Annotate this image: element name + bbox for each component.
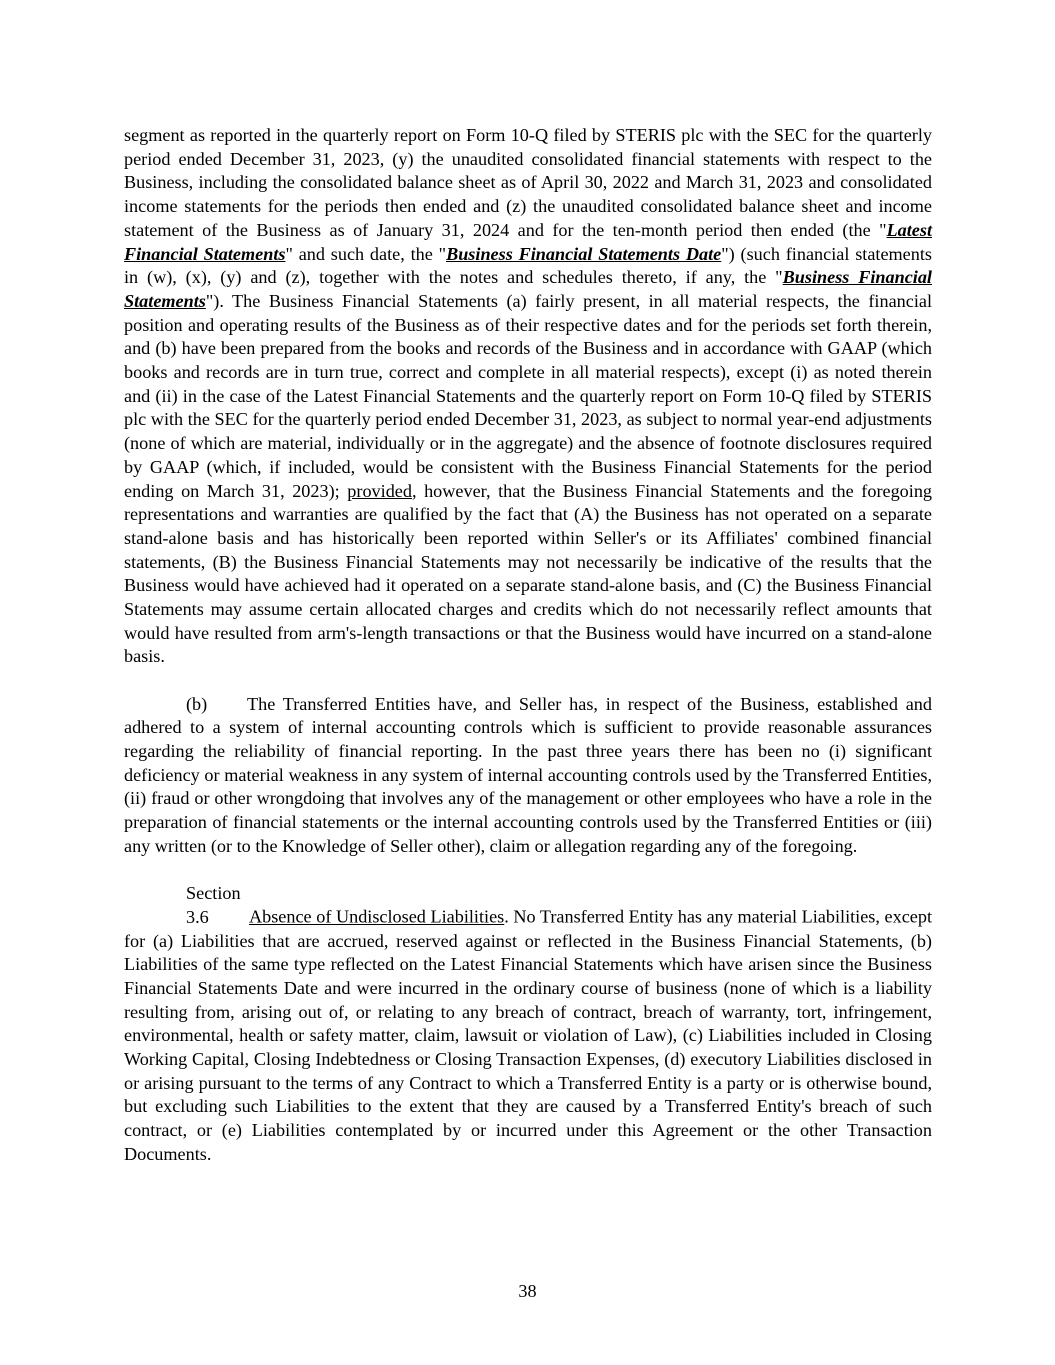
defined-term-business-financial-statements: Business Financial Statements <box>124 267 932 311</box>
paragraph-text: " and such date, the " <box>285 243 447 264</box>
paragraph-internal-controls <box>124 693 932 859</box>
defined-term-latest-financial-statements: Latest Financial Statements <box>124 219 932 264</box>
page-number: 38 <box>518 1281 537 1301</box>
clause-label: (b) <box>186 693 208 714</box>
paragraph-text: No Transferred Entity has any material Liabilities, except for (a) Liabilities that are accrued, reserved against or reflected in the Business Financial Statements, (b) Liabilities of the same type reflected on the Latest Financial Statements which have arisen since the Business Financial Statements Date and were incurred in the ordinary course of business (none of which is a liability resulting from, arising out of, or relating to any breach of contract, breach of warranty, tort, infringement, environmental, health or safety matter, claim, lawsuit or violation of Law), (c) Liabilities included in Closing Working Capital, Closing Indebtedness or Closing Transaction Expenses, (d) executory Liabilities disclosed in or arising pursuant to the terms of any Contract to which a Transferred Entity is a party or is otherwise bound, but excluding such Liabilities to the extent that they are caused by a Transferred Entity's breach of such contract, or (e) Liabilities contemplated by or incurred under this Agreement or the other Transaction Documents. <box>124 906 932 1164</box>
paragraph-text: "). The Business Financial Statements (a) fairly present, in all material respects, the financial position and operating results of the Business as of their respective dates and for the periods set forth therein, and (b) have been prepared from the books and records of the Business and in accordance with GAAP (which books and records are in turn true, correct and complete in all material respects), except (i) as noted therein and (ii) in the case of the Latest Financial Statements and the quarterly report on Form 10-Q filed by STERIS plc with the SEC for the quarterly period ended December 31, 2023, as subject to normal year-end adjustments (none of which are material, individually or in the aggregate) and the absence of footnote disclosures required by GAAP (which, if included, would be consistent with the Business Financial Statements for the period ending on March 31, 2023); <box>124 290 932 501</box>
paragraph-text: ") (such financial statements in (w), (x), (y) and (z), together with the notes and schedules thereto, if any, the " <box>124 243 932 288</box>
provided-term: provided <box>347 480 412 501</box>
paragraph-text: segment as reported in the quarterly report on Form 10-Q filed by STERIS plc with the SEC for the quarterly period ended December 31, 2023, (y) the unaudited consolidated financial statements with respect to the Business, including the consolidated balance sheet as of April 30, 2022 and March 31, 2023 and consolidated income statements for the periods then ended and (z) the unaudited consolidated balance sheet and income statement of the Business as of January 31, 2024 and for the ten-month period then ended (the " <box>124 125 932 240</box>
section-title-suffix: . <box>504 906 509 927</box>
paragraph-financial-statements <box>124 124 932 669</box>
section-3-6-paragraph <box>124 882 932 1166</box>
paragraph-text: The Transferred Entities have, and Seller has, in respect of the Business, established and adhered to a system of internal accounting controls which is sufficient to provide reasonable assurances regarding the reliability of financial reporting. In the past three years there has been no (i) significant deficiency or material weakness in any system of internal accounting controls used by the Transferred Entities, (ii) fraud or other wrongdoing that involves any of the management or other employees who have a role in the preparation of financial statements or the internal accounting controls used by the Transferred Entities or (iii) any written (or to the Knowledge of Seller other), claim or allegation regarding any of the foregoing. <box>124 693 932 856</box>
section-title: Absence of Undisclosed Liabilities <box>249 906 505 927</box>
section-number: Section 3.6 <box>186 883 241 927</box>
document-page <box>124 124 932 1167</box>
defined-term-business-financial-statements-date: Business Financial Statements Date <box>446 243 722 264</box>
paragraph-text: , however, that the Business Financial Statements and the foregoing representations and warranties are qualified by the fact that (A) the Business has not operated on a separate stand-alone basis and has historically been reported within Seller's or its Affiliates' combined financial statements, (B) the Business Financial Statements may not necessarily be indicative of the results that the Business would have achieved had it operated on a separate stand-alone basis, and (C) the Business Financial Statements may assume certain allocated charges and credits which do not necessarily reflect amounts that would have resulted from arm's-length transactions or that the Business would have incurred on a stand-alone basis. <box>124 480 933 667</box>
